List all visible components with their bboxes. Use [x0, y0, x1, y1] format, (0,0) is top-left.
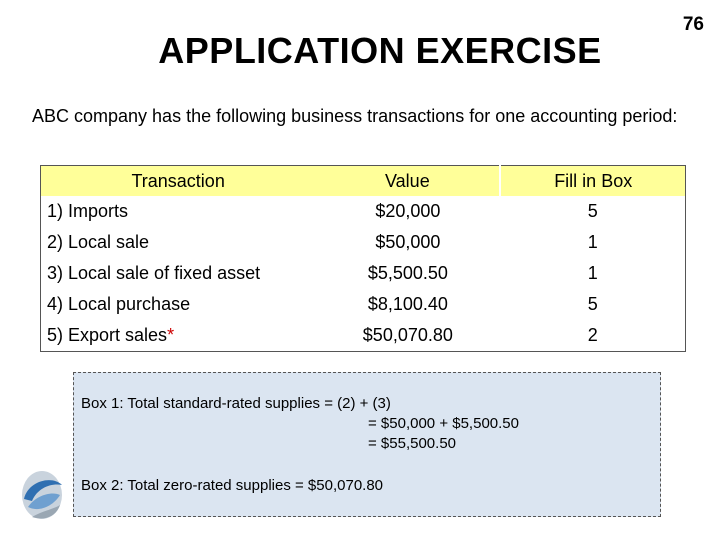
box1-line-2: = $50,000 + $5,500.50 [368, 415, 519, 432]
cell-box: 5 [587, 294, 598, 314]
cell-transaction: 2) Local sale [47, 232, 150, 252]
header-value: Value [315, 166, 500, 197]
cell-transaction: 1) Imports [47, 201, 129, 221]
cell-value: $8,100.40 [367, 294, 448, 314]
cell-transaction: 3) Local sale of fixed asset [47, 263, 261, 283]
cell-value: $20,000 [375, 201, 441, 221]
solution-note-box [73, 372, 661, 517]
asterisk-marker: * [167, 325, 175, 345]
cell-value: $50,000 [375, 232, 441, 252]
table-row [41, 258, 686, 289]
table-row [41, 196, 686, 227]
table-row [41, 289, 686, 320]
box2-line: Box 2: Total zero-rated supplies = $50,070.80 [81, 477, 384, 494]
cell-transaction: 4) Local purchase [47, 294, 191, 314]
cell-value: $5,500.50 [367, 263, 448, 283]
table-row [41, 227, 686, 258]
transactions-table [40, 165, 686, 352]
header-fill-in-box: Fill in Box [500, 166, 685, 197]
box1-line-1: Box 1: Total standard-rated supplies = (2) + (3) [81, 395, 391, 412]
cell-box: 1 [587, 232, 598, 252]
swirl-logo-icon [18, 465, 66, 525]
cell-transaction: 5) Export sales [47, 325, 168, 345]
page-title: APPLICATION EXERCISE [158, 30, 602, 71]
table-row [41, 320, 686, 352]
cell-value: $50,070.80 [362, 325, 453, 345]
cell-transaction-with-marker [41, 320, 316, 352]
table-header-row [41, 166, 686, 197]
cell-box: 5 [587, 201, 598, 221]
cell-box: 2 [587, 325, 598, 345]
slide-number: 76 [682, 14, 704, 35]
cell-box: 1 [587, 263, 598, 283]
intro-text: ABC company has the following business transactions for one accounting period: [32, 106, 678, 126]
header-transaction: Transaction [41, 166, 316, 197]
box1-line-3: = $55,500.50 [368, 435, 457, 452]
